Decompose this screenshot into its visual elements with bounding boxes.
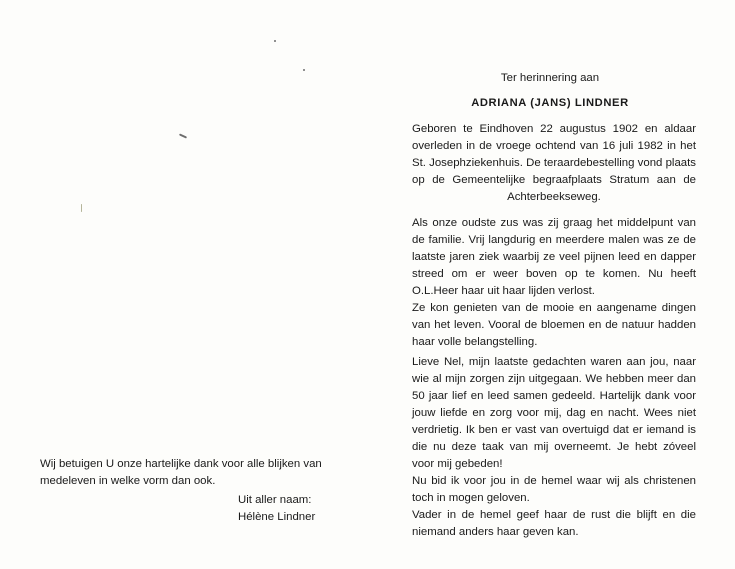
print-speck: [303, 69, 305, 71]
left-panel: [0, 0, 367, 569]
memory-paragraph: Ze kon genieten van de mooie en aangename dingen van het leven. Vooral de bloemen en de natuur hadden haar volle belangstelling.: [412, 302, 696, 348]
deceased-name: ADRIANA (JANS) LINDNER: [471, 97, 629, 109]
letter-paragraph: Nu bid ik voor jou in de hemel waar wij als christenen toch in mogen geloven.: [412, 475, 696, 504]
farewell-letter: [412, 354, 696, 541]
thanks-text: Wij betuigen U onze hartelijke dank voor alle blijken van medeleven in welke vorm dan ook.: [40, 458, 322, 487]
print-speck: [274, 40, 276, 42]
intro-line: Ter herinnering aan: [500, 72, 600, 84]
birth-death-paragraph: Geboren te Eindhoven 22 augustus 1902 en aldaar overleden in de vroege ochtend van 16 juli 1982 in het St. Josephziekenhuis. De teraardebestelling vond plaats op de Gemeentelijke begraafplaats Stratum aan de Achterbeekseweg.: [412, 123, 696, 203]
memories-section: [412, 215, 696, 351]
memory-paragraph: Als onze oudste zus was zij graag het middelpunt van de familie. Vrij langdurig en meerdere malen was ze de laatste jaren ziek waarbij ze veel pijnen leed en dapper streed om er weer boven op te komen. Nu heeft O.L.Heer haar uit haar lijden verlost.: [412, 217, 696, 297]
letter-paragraph: Vader in de hemel geef haar de rust die blijft en die niemand anders haar geven kan.: [412, 509, 696, 538]
print-speck: [81, 204, 82, 212]
letter-paragraph: Lieve Nel, mijn laatste gedachten waren aan jou, naar wie al mijn zorgen zijn uitgegaan. We hebben meer dan 50 jaar lief en leed samen gedeeld. Hartelijk dank voor jouw liefde en zorg voor mij, dag en nacht. Wees niet verdrietig. Ik ben er vast van overtuigd dat er iemand is die nu deze taak van mij overneemt. Je hebt zóveel voor mij gebeden!: [412, 356, 696, 470]
print-speck: [179, 133, 187, 138]
signoff: [238, 492, 358, 526]
signoff-line: Uit aller naam:: [238, 494, 312, 506]
signoff-signature: Hélène Lindner: [238, 511, 316, 523]
